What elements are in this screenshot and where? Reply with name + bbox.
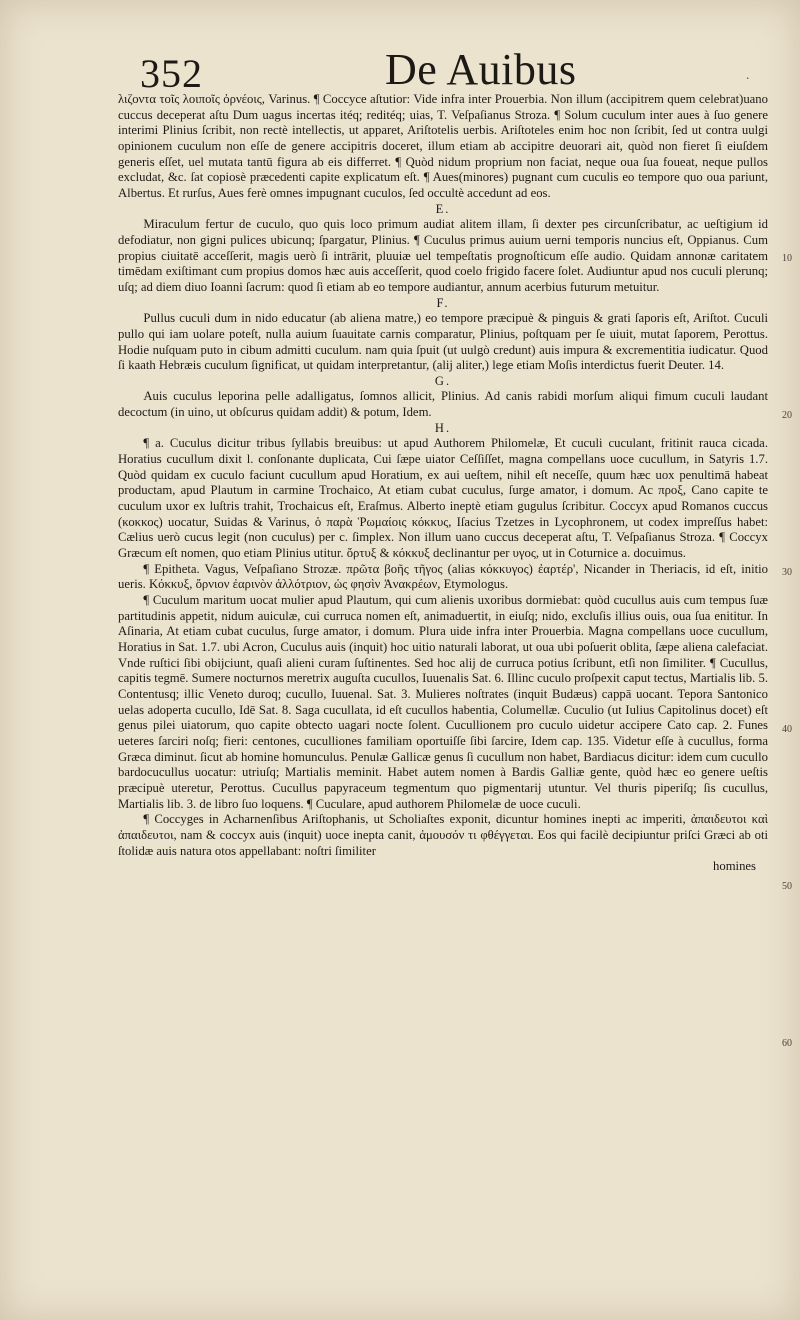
section-letter: H. (434, 420, 452, 435)
page-number: 352 (140, 51, 203, 96)
margin-line-number: 20 (782, 410, 792, 421)
main-text (118, 92, 768, 875)
section-letter: E. (435, 201, 451, 216)
margin-line-number: 60 (782, 1038, 792, 1049)
section-letter: F. (436, 295, 450, 310)
paragraph: ¶ Cuculum maritum uocat mulier apud Plautum, qui cum alienis uxoribus dormiebat: quòd cucullus auis cum tempus ſuæ partitudinis appetit, nidum auiculæ, cui curruca nomen eſt, animaduertit, in eiuſq; nido, excluſis illius ouis, oua ſua enititur. In Aſinaria, At etiam cubat cuculus, ſurge amator, i domum. Plura uide infra inter Prouerbia. Magna compellans uoce cucullum, Horatius in Sat. 1.7. ubi Acron, Cuculus auis (inquit) hoc uitio naturali laborat, ut oua ubi poſuerit oblita, ſæpe aliena calefaciat. Vnde ruſtici ſibi obijciunt, quaſi alieni curam ſuſtinentes. Sed hoc alij de curruca potius ſcribunt, etſi non ſimiliter. ¶ Cucullus, capitis tegmē. Sumere nocturnos meretrix auguſta cucullos, Iuuenalis Sat. 6. Illinc cuculo proſpexit caput tectus, Martialis lib. 5. Contentusq; illic Veneto duroq; cucullo, Iuuenal. Sat. 3. Mulieres noſtrates (inquit Budæus) cappā uocant. Tepora Santonico uelas adoperta cucullo, Idē Sat. 8. Saga cucullata, id eſt cucullos habentia, Columellæ. Cuculio (ut Iulius Capitolinus docet) eſt genus pilei uiatorum, quo capite obtecto uagari nocte ſolent. Cucullionem pro cuculo uidetur accipere Cato cap. 2. Funes ueteres ſarciri noſq; fieri: centones, cuculliones familiam oportuiſſe ſibi ſarcire, Idem cap. 135. Videtur eſſe à cucullus, forma Græca diminut. ſicut ab homine homunculus. Penulæ Gallicæ genus ſi cucullum non habet, Bardiacus dicitur: idem cum cucullo bardocucullus uocatur: utriuſq; Martialis meminit. Habet autem nomen à Bardis Galliæ gente, quòd hæc eo genere ueſtis præcipuè uteretur, Perottus. Cucullus papyraceum tegmentum quo pigmentarij utuntur. Vel thuris piperiſq; ſis cucullus, Martialis lib. 3. de libro ſuo loquens. ¶ Cuculare, apud authorem Philomelæ de uoce cuculi. (118, 593, 768, 811)
section-letter: G. (434, 373, 452, 388)
paragraph: ¶ Epitheta. Vagus, Veſpaſiano Strozæ. πρῶτα βοῆς τῆγος (alias κόκκυγος) ἐαρτέρ', Nicander in Theriacis, id eſt, initio ueris. Κόκκυξ, ὄρνιον ἐαρινὸν ἀλλότριον, ὡς φησὶν Ἀνακρέων, Etymologus. (118, 561, 768, 592)
paragraph: ¶ Coccyges in Acharnenſibus Ariſtophanis, ut Scholiaſtes exponit, dicuntur homines inepti ac imperiti, ἀπαιδευτοι καὶ ἀπαιδευτοι, nam & coccyx auis (inquit) uoce inepta canit, ἀμουσόν τι φθέγγεται. Eos qui facilè decipiuntur priſci Græci ab oti ſtolidæ auis natura otos appellabant: noſtri ſimiliter (118, 812, 768, 858)
running-title: De Auibus (385, 45, 577, 94)
margin-line-number: 30 (782, 567, 792, 578)
margin-line-number: 40 (782, 724, 792, 735)
header-mark: · (745, 72, 750, 87)
paragraph: Miraculum fertur de cuculo, quo quis loco primum audiat alitem illam, ſi dexter pes circunſcribatur, ac ueſtigium id defodiatur, non gigni pulices ubicunq; ſpargatur, Plinius. ¶ Cuculus primus auium uerni temporis nuncius eſt, Oppianus. Cum propius ciuitatē acceſſerit, magis uerò ſi intrārit, pluuiæ uel tempeſtatis prognoſticum eſſe audio. Quidam annonæ caritatem timēdam exiſtimant cum propius domos hæc auis acceſſerit, quod coelo frigido facere ſolet. Audiuntur apud nos cuculi plerunq; uſq; ad diem diuo Ioanni ſacrum: quod ſi etiam ab eo tempore audiantur, annum acerbius futurum metuitur. (118, 217, 768, 294)
margin-line-number: 10 (782, 253, 792, 264)
paragraph: λιζοντα τοῖς λοιποῖς ὀρνέοις, Varinus. ¶ Coccyce aſtutior: Vide infra inter Prouerbia. Non illum (accipitrem quem celebrat)uano cuccus deceperat aſtu Dum uagus incertas itéq; reditéq; uias, T. Veſpaſianus Stroza. ¶ Solum cuculum inter aues à ſuo genere interimi Plinius ſcribit, non rectè intellectis, ut apparet, Ariſtotelis uerbis. Ariſtoteles enim hoc non ſcribit, ſed ut contra uulgi opinionem cuculum non eſſe de genere accipitris doceret, illum etiam ab accipitre deuorari ait, quòd non fieret ſi eiuſdem generis eſſet, uel mutata tantū figura ab eis differret. ¶ Quòd nidum proprium non faciat, neque oua ſua foueat, neque pullos excludat, &c. ſat copiosè præcedenti capite explicatum eſt. ¶ Aues(minores) pugnant cum cuculis eo tempore quo oua pariunt, Albertus. Et rurſus, Aues ferè omnes impugnant cuculos, ſed occultè accedunt ad eos. (118, 92, 768, 200)
paragraph: Pullus cuculi dum in nido educatur (ab aliena matre,) eo tempore præcipuè & pinguis & grati ſaporis eſt, Ariſtot. Cuculi pullo qui iam uolare poteſt, nulla auium ſuauitate carnis comparatur, Plinius, poſtquam per ſe uiuit, mutat ſaporem, Perottus. Hodie nuſquam puto in cibum admitti cuculum. nam quia ſpuit (ut uulgò credunt) auis impura & excrementitia iudicatur. Quod ſi kaath Hebræis cuculum ſignificat, ut quidam interpretantur, (alij aliter,) lege etiam Moſis interdictus fuerit Deuter. 14. (118, 311, 768, 373)
paragraph: ¶ a. Cuculus dicitur tribus ſyllabis breuibus: ut apud Authorem Philomelæ, Et cuculi cuculant, fritinit rauca cicada. Horatius cucullum dixit l. conſonante duplicata, Cui ſæpe uiator Ceſſiſſet, magna compellans uoce cucullum, in Satyris 1.7. Quòd quidam ex cuculo faciunt cucullum apud Horatium, ex aui ueſtem, nihil eſt neceſſe, quum hæc uox penultimā habeat productam, apud Plautum in carmine Trochaico, At etiam cubat cuculus, ſurge amator, i domum. Ac προξ, Cano capite te cuculum uxor ex luſtris trahit, Trochaicus eſt, Eraſmus. Alberto ineptè etiam gugulus ſcribitur. Coccyx apud Romanos cuccus (κοκκος) uocatur, Suidas & Varinus, ὁ παρὰ Ῥωμαίοις κόκκυς, Iſacius Tzetzes in Lycophronem, ut codex impreſſus habet: Cælius uerò cucus legit (non cuculus) per c. ſimplex. Non illum uano cuccus deceperat aſtu, T. Veſpaſianus Stroza. ¶ Coccyx Græcum eſt nomen, quo etiam Plinius utitur. ὄρτυξ & κόκκυξ declinantur per υγος, ut in Coturnice a. docuimus. (118, 436, 768, 561)
catchword: homines (713, 859, 756, 874)
paragraph: Auis cuculus leporina pelle adalligatus, ſomnos allicit, Plinius. Ad canis rabidi morſum aliqui fimum cuculi laudant decoctum (in uino, ut obſcurus quidam addit) & potum, Idem. (118, 389, 768, 420)
margin-line-number: 50 (782, 881, 792, 892)
